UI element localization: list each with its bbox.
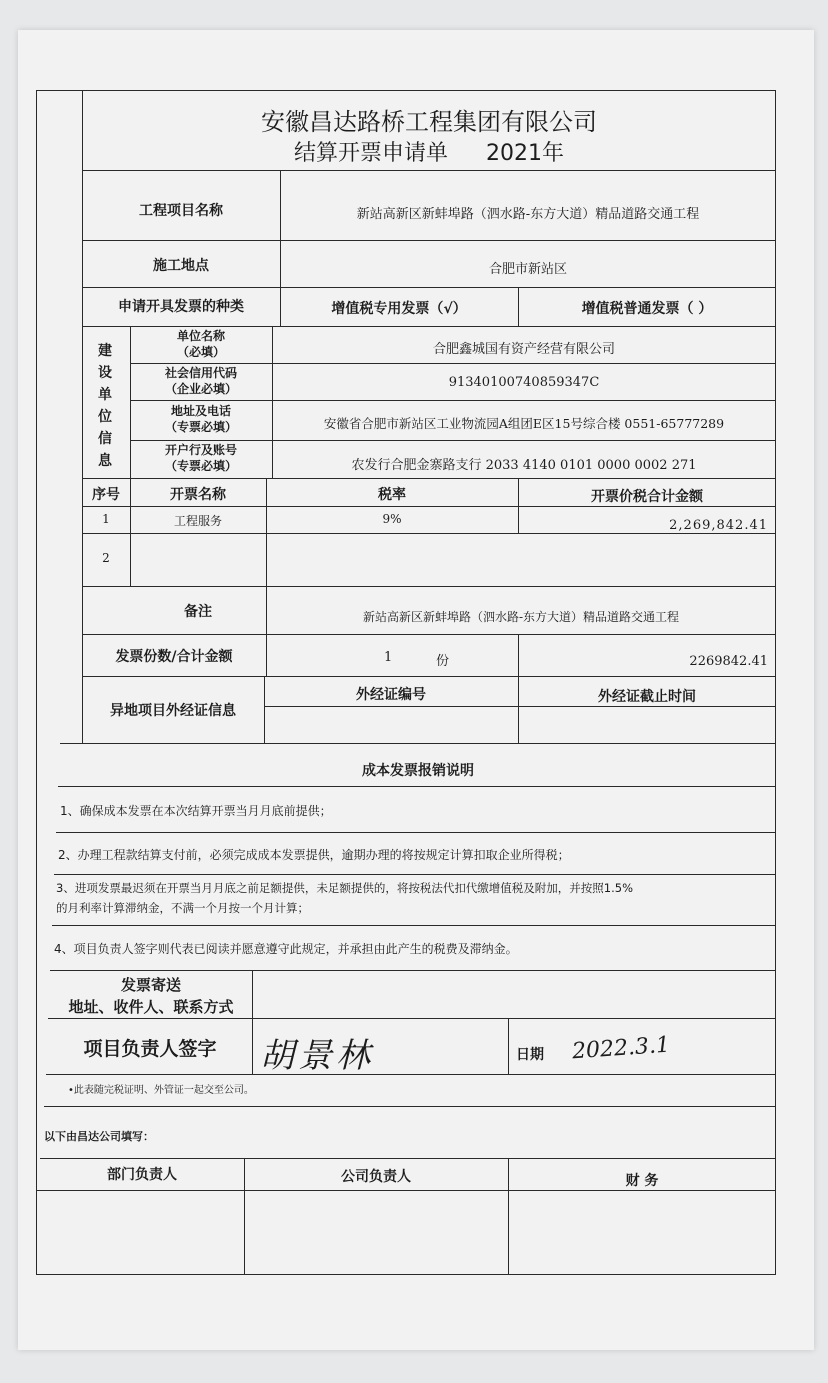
remark-label: 备注: [184, 604, 212, 620]
rule: [52, 925, 776, 926]
manager-signature: 胡景林: [260, 1036, 374, 1076]
rule: [48, 1018, 776, 1019]
rule: [46, 1074, 776, 1075]
form-year: 2021年: [486, 141, 564, 166]
cost-note-3-cont: 的月利率计算滞纳金，不满一个月按一个月计算；: [56, 901, 309, 915]
col-header-amount: 开票价税合计金额: [591, 489, 703, 505]
invoice-type-normal: 增值税普通发票（ ）: [581, 301, 713, 317]
cost-note-2: 2、办理工程款结算支付前，必须完成成本发票提供，逾期办理的将按规定计算扣取企业所得税；: [58, 848, 570, 862]
rule: [82, 586, 776, 587]
company-head-header: 公司负责人: [341, 1169, 411, 1185]
col-header-rate: 税率: [378, 487, 406, 503]
bank-account-value: 农发行合肥金寨路支行 2033 4140 0101 0000 0002 271: [351, 458, 697, 473]
rule: [264, 706, 776, 707]
form-title: 结算开票申请单: [293, 141, 448, 166]
unit-name-value: 合肥鑫城国有资产经营有限公司: [432, 342, 615, 357]
company-section-intro: 以下由昌达公司填写：: [44, 1130, 154, 1143]
date-value: 2022.3.1: [571, 1032, 671, 1065]
address-phone-value: 安徽省合肥市新站区工业物流园A组团E区15号综合楼 0551-65777289: [323, 416, 725, 431]
cost-note-1: 1、确保成本发票在本次结算开票当月月底前提供；: [60, 804, 332, 818]
dept-head-header: 部门负责人: [107, 1167, 177, 1183]
row1-rate: 9%: [382, 512, 402, 526]
rule: [252, 970, 253, 1074]
rule: [56, 832, 776, 833]
rule: [82, 676, 776, 677]
offsite-label: 异地项目外经证信息: [110, 703, 236, 719]
row1-amount: 2,269,842.41: [669, 518, 768, 533]
totals-amount: 2269842.41: [689, 654, 768, 669]
finance-header: 财 务: [625, 1173, 659, 1189]
bank-account-label: 开户行及账号 （专票必填）: [164, 443, 237, 473]
totals-count: 1: [384, 650, 393, 665]
rule: [82, 170, 776, 171]
date-label: 日期: [516, 1047, 544, 1063]
col-header-no: 序号: [92, 487, 120, 503]
totals-label: 发票份数/合计金额: [115, 649, 233, 665]
offsite-cert-deadline-label: 外经证截止时间: [598, 689, 696, 705]
credit-code-value: 91340100740859347C: [448, 375, 600, 390]
rule: [58, 786, 776, 787]
rule: [82, 478, 776, 479]
totals-unit: 份: [436, 654, 450, 669]
rule: [82, 634, 776, 635]
location-value: 合肥市新站区: [488, 262, 567, 277]
col-header-name: 开票名称: [170, 487, 226, 503]
remark-value: 新站高新区新蚌埠路（泗水路-东方大道）精品道路交通工程: [362, 610, 680, 624]
rule: [82, 506, 776, 507]
offsite-cert-no-label: 外经证编号: [356, 687, 426, 703]
company-title: 安徽昌达路桥工程集团有限公司: [261, 108, 597, 136]
rule: [130, 400, 776, 401]
rule: [130, 440, 776, 441]
invoice-type-label: 申请开具发票的种类: [118, 299, 244, 315]
unit-name-label: 单位名称 （必填）: [176, 329, 225, 359]
form-title-row: [82, 136, 776, 167]
footnote: •此表随完税证明、外管证一起交至公司。: [68, 1085, 254, 1096]
address-phone-label: 地址及电话 （专票必填）: [164, 404, 237, 434]
rule: [60, 743, 776, 744]
rule: [50, 970, 776, 971]
rule: [40, 1158, 776, 1159]
rule: [82, 533, 776, 534]
project-name-value: 新站高新区新蚌埠路（泗水路-东方大道）精品道路交通工程: [356, 207, 700, 222]
rule: [266, 586, 267, 676]
rule: [44, 1106, 776, 1107]
location-label: 施工地点: [153, 258, 209, 274]
row1-name: 工程服务: [173, 514, 222, 528]
credit-code-label: 社会信用代码 （企业必填）: [164, 366, 237, 396]
manager-signature-label: 项目负责人签字: [83, 1038, 217, 1060]
invoice-type-special: 增值税专用发票（√）: [331, 301, 467, 317]
unit-info-group-label: 建设单位信息: [98, 343, 112, 469]
project-name-label: 工程项目名称: [139, 203, 223, 219]
rule: [36, 1190, 776, 1191]
cost-note-3: 3、进项发票最迟须在开票当月月底之前足额提供，未足额提供的，将按税法代扣代缴增值税及附加，并按照1.5%: [56, 881, 634, 895]
rule: [54, 874, 776, 875]
rule: [130, 363, 776, 364]
rule: [82, 240, 776, 241]
cost-note-4: 4、项目负责人签字则代表已阅读并愿意遵守此规定，并承担由此产生的税费及滞纳金。: [54, 942, 518, 956]
row2-no: 2: [102, 551, 110, 565]
rule: [82, 326, 776, 327]
mailing-label: 发票寄送 地址、收件人、联系方式: [68, 976, 234, 1016]
cost-notes-title: 成本发票报销说明: [362, 763, 474, 779]
rule: [82, 287, 776, 288]
row1-no: 1: [102, 512, 110, 526]
rule: [508, 1018, 509, 1074]
